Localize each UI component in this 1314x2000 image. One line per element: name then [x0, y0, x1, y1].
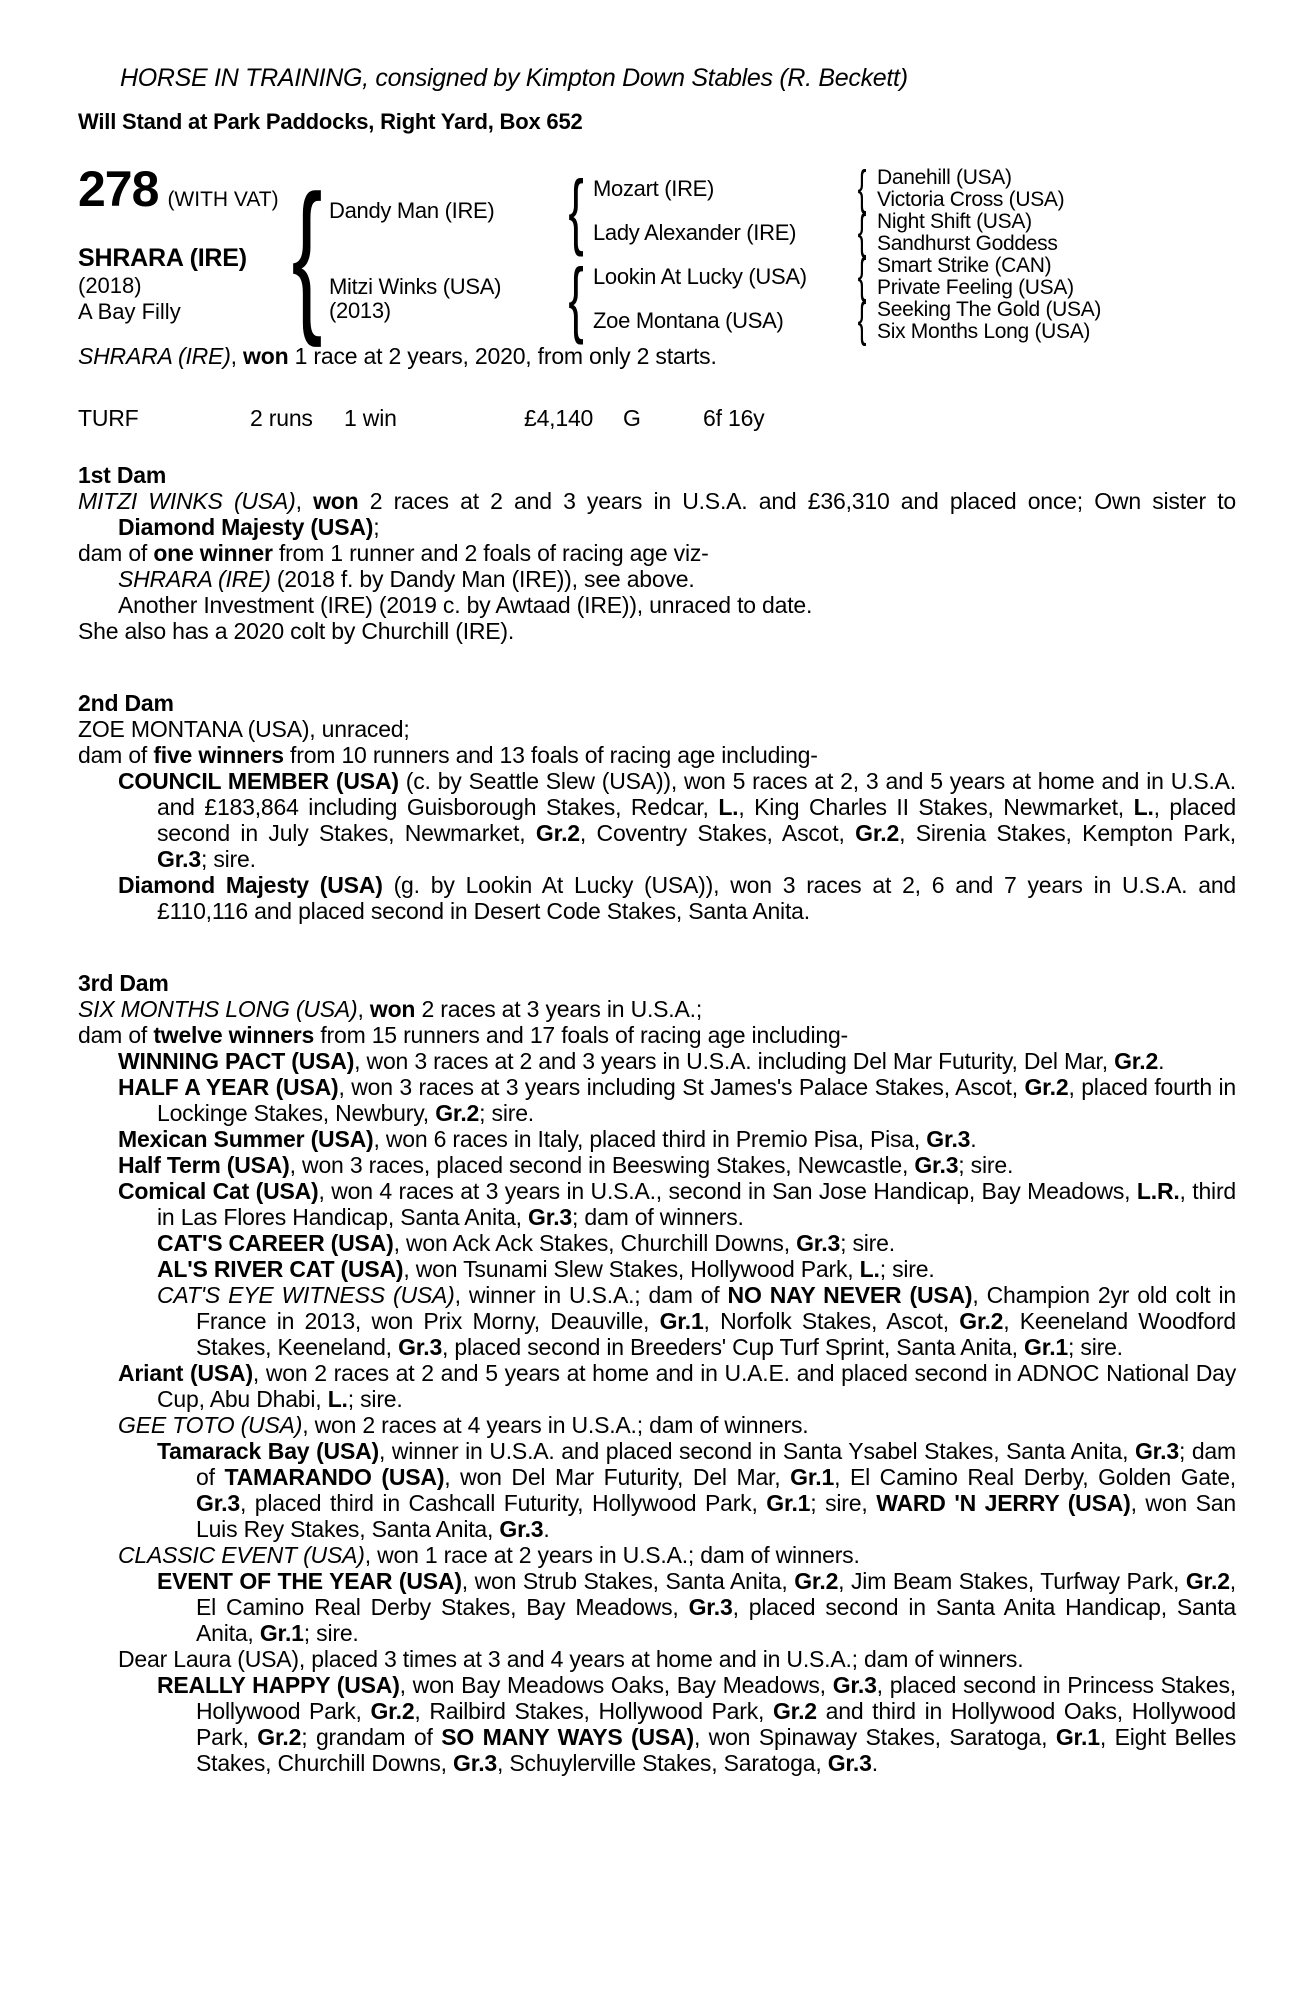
text-run: , Jim Beam Stakes, Turfway Park,	[838, 1568, 1186, 1594]
text-run: Gr.3	[528, 1204, 573, 1230]
pedigree-paragraph	[78, 566, 1236, 592]
text-run: Gr.2	[370, 1698, 415, 1724]
great-granddam-name: Private Feeling (USA)	[877, 276, 1074, 299]
text-run: GEE TOTO (USA)	[118, 1412, 303, 1438]
text-run: ;	[373, 514, 380, 540]
text-run: , won Bay Meadows Oaks, Bay Meadows,	[399, 1672, 833, 1698]
text-run: Gr.3	[398, 1334, 443, 1360]
text-run: SHRARA (IRE)	[118, 566, 271, 592]
text-run: ; sire.	[840, 1230, 895, 1256]
text-run: , placed second in July Stakes, Newmarket,	[157, 794, 1236, 846]
dam-heading: 3rd Dam	[78, 970, 169, 996]
text-run: Mexican Summer (USA)	[118, 1126, 374, 1152]
pedigree-paragraph	[78, 1438, 1236, 1542]
pedigree-paragraph	[78, 1126, 1236, 1152]
pedigree-brace: {	[568, 251, 584, 346]
text-run: Dear Laura (USA), placed 3 times at 3 and 4 years at home and in U.S.A.; dam of winners.	[118, 1646, 1024, 1672]
runs-count: 2 runs	[250, 405, 313, 431]
text-run: , Eight Belles Stakes, Churchill Downs,	[196, 1724, 1236, 1776]
text-run: from 15 runners and 17 foals of racing age including-	[314, 1022, 848, 1048]
text-run: dam of	[78, 1022, 154, 1048]
text-run: , won 3 races at 3 years including St James's Palace Stakes, Ascot,	[338, 1074, 1025, 1100]
text-run: twelve winners	[153, 1022, 315, 1048]
text-run: , placed second in Santa Anita Handicap, Santa Anita,	[196, 1594, 1236, 1646]
text-run: from 1 runner and 2 foals of racing age viz-	[272, 540, 709, 566]
text-run: .	[871, 1750, 878, 1776]
text-run: , Railbird Stakes, Hollywood Park,	[414, 1698, 773, 1724]
pedigree-brace: {	[857, 162, 867, 216]
wins-count: 1 win	[344, 405, 397, 431]
race-summary	[78, 343, 1236, 369]
text-run: ; sire.	[200, 846, 256, 872]
page-title: HORSE IN TRAINING, consigned by Kimpton Down Stables (R. Beckett)	[120, 64, 908, 92]
text-run: , winner in U.S.A.; dam of	[454, 1282, 728, 1308]
pedigree-paragraph	[78, 540, 1236, 566]
great-granddam-name: Sandhurst Goddess	[877, 232, 1058, 255]
text-run: Gr.3	[1134, 1438, 1179, 1464]
dam-section	[78, 970, 1236, 1776]
sires-dam-name: Lady Alexander (IRE)	[593, 220, 797, 245]
text-run: Gr.2	[855, 820, 900, 846]
text-run: , won Ack Ack Stakes, Churchill Downs,	[393, 1230, 797, 1256]
pedigree-brace: {	[857, 250, 867, 304]
text-run: ; sire.	[1068, 1334, 1123, 1360]
text-run: (c. by Seattle Slew (USA)), won 5 races at 2, 3 and 5 years at home and in U.S.A. and £183,864 including Guisborough Stakes, Redcar,	[157, 768, 1236, 820]
text-run: won	[369, 996, 416, 1022]
text-run: 2 races at 2 and 3 years in U.S.A. and £36,310 and placed once; Own sister to	[358, 488, 1236, 514]
text-run: ,	[357, 996, 370, 1022]
foaling-year: (2018)	[78, 273, 142, 298]
text-run: , placed second in Breeders' Cup Turf Sprint, Santa Anita,	[442, 1334, 1025, 1360]
sire-name: Dandy Man (IRE)	[329, 198, 495, 223]
text-run: , placed second in Princess Stakes, Hollywood Park,	[196, 1672, 1236, 1724]
text-run: , Keeneland Woodford Stakes, Keeneland,	[196, 1308, 1236, 1360]
lot-column	[78, 161, 285, 325]
pedigree-paragraph	[78, 1568, 1236, 1646]
text-run: TAMARANDO (USA)	[224, 1464, 445, 1490]
stand-location-line: Will Stand at Park Paddocks, Right Yard, Box 652	[78, 109, 583, 134]
text-run: ; sire.	[958, 1152, 1014, 1178]
text-run: (2018 f. by Dandy Man (IRE)), see above.	[270, 566, 695, 592]
pedigree-tree	[285, 160, 1102, 349]
text-run: MITZI WINKS (USA)	[78, 488, 296, 514]
text-run: , won 4 races at 3 years in U.S.A., second in San Jose Handicap, Bay Meadows,	[318, 1178, 1137, 1204]
text-run: , third in Las Flores Handicap, Santa Anita,	[157, 1178, 1237, 1230]
text-run: 1 race at 2 years, 2020, from only 2 starts.	[288, 343, 717, 369]
text-run: SHRARA (IRE)	[78, 343, 231, 369]
text-run: Gr.3	[827, 1750, 872, 1776]
pedigree-brace: {	[857, 294, 867, 348]
great-grandsire-name: Night Shift (USA)	[877, 210, 1032, 233]
text-run: AL'S RIVER CAT (USA)	[157, 1256, 404, 1282]
dam-heading: 2nd Dam	[78, 690, 174, 716]
text-run: , won 2 races at 2 and 5 years at home and in U.A.E. and placed second in ADNOC National Day Cup, Abu Dhabi,	[157, 1360, 1236, 1412]
text-run: Gr.2	[1114, 1048, 1159, 1074]
text-run: (g. by Lookin At Lucky (USA)), won 3 races at 2, 6 and 7 years in U.S.A. and £110,116 and placed second in Desert Code Stakes, Santa Anita.	[157, 872, 1236, 924]
pedigree-paragraph	[78, 618, 1236, 644]
text-run: , won Del Mar Futurity, Del Mar,	[444, 1464, 791, 1490]
text-run: SIX MONTHS LONG (USA)	[78, 996, 358, 1022]
pedigree-block	[78, 160, 1236, 349]
text-run: , Champion 2yr old colt in France in 2013, won Prix Morny, Deauville,	[196, 1282, 1236, 1334]
text-run: Gr.3	[832, 1672, 877, 1698]
text-run: ; dam of winners.	[572, 1204, 744, 1230]
text-run: .	[543, 1516, 550, 1542]
text-run: .	[1158, 1048, 1165, 1074]
text-run: , won Strub Stakes, Santa Anita,	[461, 1568, 795, 1594]
pedigree-paragraph	[78, 996, 1236, 1022]
text-run: .	[970, 1126, 977, 1152]
text-run: won	[243, 343, 289, 369]
dam-year: (2013)	[329, 298, 391, 323]
text-run: , King Charles II Stakes, Newmarket,	[738, 794, 1134, 820]
text-run: L.	[327, 1386, 348, 1412]
pedigree-paragraph	[78, 1152, 1236, 1178]
sires-sire-name: Mozart (IRE)	[593, 176, 715, 201]
surface-label: TURF	[78, 405, 139, 431]
text-run: ; sire.	[347, 1386, 403, 1412]
text-run: ,	[230, 343, 244, 369]
text-run: , won 2 races at 4 years in U.S.A.; dam of winners.	[302, 1412, 809, 1438]
pedigree-paragraph	[78, 1646, 1236, 1672]
text-run: Gr.2	[257, 1724, 302, 1750]
pedigree-brace: {	[857, 206, 867, 260]
text-run: Gr.3	[499, 1516, 544, 1542]
dam-cell	[329, 275, 559, 323]
text-run: 2 races at 3 years in U.S.A.;	[415, 996, 703, 1022]
pedigree-paragraph	[78, 1074, 1236, 1126]
text-run: ; sire.	[479, 1100, 534, 1126]
dams-dam-name: Zoe Montana (USA)	[593, 308, 784, 333]
text-run: from 10 runners and 13 foals of racing age including-	[283, 742, 818, 768]
pedigree-paragraph	[78, 1412, 1236, 1438]
pedigree-brace: {	[568, 163, 584, 258]
text-run: Tamarack Bay (USA)	[157, 1438, 379, 1464]
dam-section	[78, 462, 1236, 644]
text-run: Gr.3	[926, 1126, 971, 1152]
text-run: ,	[295, 488, 314, 514]
going-code: G	[623, 405, 641, 431]
distance-value: 6f 16y	[703, 405, 765, 431]
text-run: won	[313, 488, 359, 514]
text-run: Gr.1	[659, 1308, 704, 1334]
text-run: Gr.1	[766, 1490, 811, 1516]
text-run: EVENT OF THE YEAR (USA)	[157, 1568, 462, 1594]
colour-sex-description: A Bay Filly	[78, 299, 181, 324]
pedigree-paragraph	[78, 1360, 1236, 1412]
text-run: and third in Hollywood Oaks, Hollywood Park,	[196, 1698, 1236, 1750]
text-run: , Norfolk Stakes, Ascot,	[703, 1308, 960, 1334]
text-run: Gr.1	[1024, 1334, 1069, 1360]
text-run: Gr.2	[535, 820, 580, 846]
text-run: Half Term (USA)	[118, 1152, 290, 1178]
text-run: , won 6 races in Italy, placed third in Premio Pisa, Pisa,	[373, 1126, 927, 1152]
text-run: dam of	[78, 540, 154, 566]
text-run: ; sire.	[303, 1620, 359, 1646]
dam-section	[78, 690, 1236, 924]
horse-name: SHRARA (IRE)	[78, 244, 247, 272]
text-run: , won San Luis Rey Stakes, Santa Anita,	[196, 1490, 1236, 1542]
great-granddam-name: Six Months Long (USA)	[877, 320, 1091, 343]
text-run: WINNING PACT (USA)	[118, 1048, 355, 1074]
text-run: Gr.3	[453, 1750, 498, 1776]
pedigree-paragraph	[78, 1542, 1236, 1568]
text-run: , Schuylerville Stakes, Saratoga,	[497, 1750, 828, 1776]
text-run: Gr.3	[796, 1230, 841, 1256]
text-run: L.	[1133, 794, 1154, 820]
text-run: ; grandam of	[301, 1724, 442, 1750]
dam-name: Mitzi Winks (USA)	[329, 274, 502, 299]
pedigree-brace: {	[291, 160, 323, 349]
text-run: REALLY HAPPY (USA)	[157, 1672, 400, 1698]
text-run: Comical Cat (USA)	[118, 1178, 319, 1204]
text-run: , won 3 races at 2 and 3 years in U.S.A. including Del Mar Futurity, Del Mar,	[354, 1048, 1115, 1074]
text-run: Gr.3	[914, 1152, 959, 1178]
lot-number: 278	[78, 161, 159, 217]
text-run: , placed fourth in Lockinge Stakes, Newbury,	[157, 1074, 1237, 1126]
earnings-value: £4,140	[524, 405, 594, 431]
pedigree-paragraph	[78, 1256, 1236, 1282]
great-grandsire-name: Seeking The Gold (USA)	[877, 298, 1102, 321]
great-grandsire-name: Smart Strike (CAN)	[877, 254, 1052, 277]
pedigree-paragraph	[78, 1282, 1236, 1360]
text-run: WARD 'N JERRY (USA)	[876, 1490, 1131, 1516]
pedigree-paragraph	[78, 1230, 1236, 1256]
pedigree-paragraph	[78, 1672, 1236, 1776]
text-run: Diamond Majesty (USA)	[118, 872, 383, 898]
pedigree-paragraph	[78, 872, 1236, 924]
text-run: , won 3 races, placed second in Beeswing Stakes, Newcastle,	[289, 1152, 915, 1178]
text-run: , El Camino Real Derby, Golden Gate,	[834, 1464, 1236, 1490]
text-run: NO NAY NEVER (USA)	[727, 1282, 973, 1308]
pedigree-paragraph	[78, 1022, 1236, 1048]
text-run: Another Investment (IRE) (2019 c. by Awtaad (IRE)), unraced to date.	[118, 592, 813, 618]
text-run: Gr.2	[959, 1308, 1004, 1334]
text-run: , won 1 race at 2 years in U.S.A.; dam of winners.	[364, 1542, 860, 1568]
pedigree-paragraph	[78, 488, 1236, 540]
text-run: Gr.1	[1055, 1724, 1100, 1750]
text-run: COUNCIL MEMBER (USA)	[118, 768, 399, 794]
dams-sire-name: Lookin At Lucky (USA)	[593, 264, 807, 289]
text-run: CLASSIC EVENT (USA)	[118, 1542, 365, 1568]
text-run: , won Tsunami Slew Stakes, Hollywood Park,	[403, 1256, 860, 1282]
great-grandsire-name: Danehill (USA)	[877, 166, 1012, 189]
text-run: , won Spinaway Stakes, Saratoga,	[693, 1724, 1056, 1750]
pedigree-paragraph	[78, 1178, 1236, 1230]
text-run: , Coventry Stakes, Ascot,	[579, 820, 856, 846]
pedigree-paragraph	[78, 592, 1236, 618]
text-run: Gr.1	[790, 1464, 835, 1490]
text-run: SO MANY WAYS (USA)	[441, 1724, 694, 1750]
dam-sections	[78, 462, 1236, 1776]
text-run: one winner	[153, 540, 273, 566]
text-run: ZOE MONTANA (USA), unraced;	[78, 716, 410, 742]
text-run: HALF A YEAR (USA)	[118, 1074, 339, 1100]
text-run: Diamond Majesty (USA)	[118, 514, 374, 540]
text-run: Gr.2	[794, 1568, 839, 1594]
pedigree-paragraph	[78, 768, 1236, 872]
text-run: She also has a 2020 colt by Churchill (IRE).	[78, 618, 515, 644]
pedigree-paragraph	[78, 742, 1236, 768]
text-run: CAT'S EYE WITNESS (USA)	[157, 1282, 455, 1308]
text-run: L.	[859, 1256, 880, 1282]
text-run: Gr.3	[196, 1490, 240, 1516]
text-run: ; sire.	[879, 1256, 935, 1282]
text-run: , Sirenia Stakes, Kempton Park,	[899, 820, 1236, 846]
text-run: , placed third in Cashcall Futurity, Hollywood Park,	[239, 1490, 767, 1516]
text-run: Gr.3	[688, 1594, 733, 1620]
text-run: ; sire,	[810, 1490, 877, 1516]
text-run: , winner in U.S.A. and placed second in Santa Ysabel Stakes, Santa Anita,	[378, 1438, 1135, 1464]
text-run: ; dam of	[196, 1438, 1236, 1490]
pedigree-paragraph	[78, 1048, 1236, 1074]
text-run: L.	[718, 794, 739, 820]
text-run: Gr.2	[772, 1698, 817, 1724]
text-run: CAT'S CAREER (USA)	[157, 1230, 394, 1256]
text-run: Gr.3	[157, 846, 201, 872]
race-record-row	[78, 405, 1236, 432]
text-run: Gr.2	[1024, 1074, 1069, 1100]
text-run: Ariant (USA)	[118, 1360, 253, 1386]
text-run: , El Camino Real Derby Stakes, Bay Meadows,	[196, 1568, 1236, 1620]
text-run: Gr.2	[435, 1100, 480, 1126]
text-run: Gr.2	[1185, 1568, 1230, 1594]
pedigree-paragraph	[78, 716, 1236, 742]
text-run: Gr.1	[259, 1620, 304, 1646]
text-run: L.R.	[1136, 1178, 1180, 1204]
text-run: dam of	[78, 742, 154, 768]
great-granddam-name: Victoria Cross (USA)	[877, 188, 1065, 211]
dam-heading: 1st Dam	[78, 462, 167, 488]
vat-note: (WITH VAT)	[167, 188, 279, 211]
text-run: five winners	[153, 742, 284, 768]
